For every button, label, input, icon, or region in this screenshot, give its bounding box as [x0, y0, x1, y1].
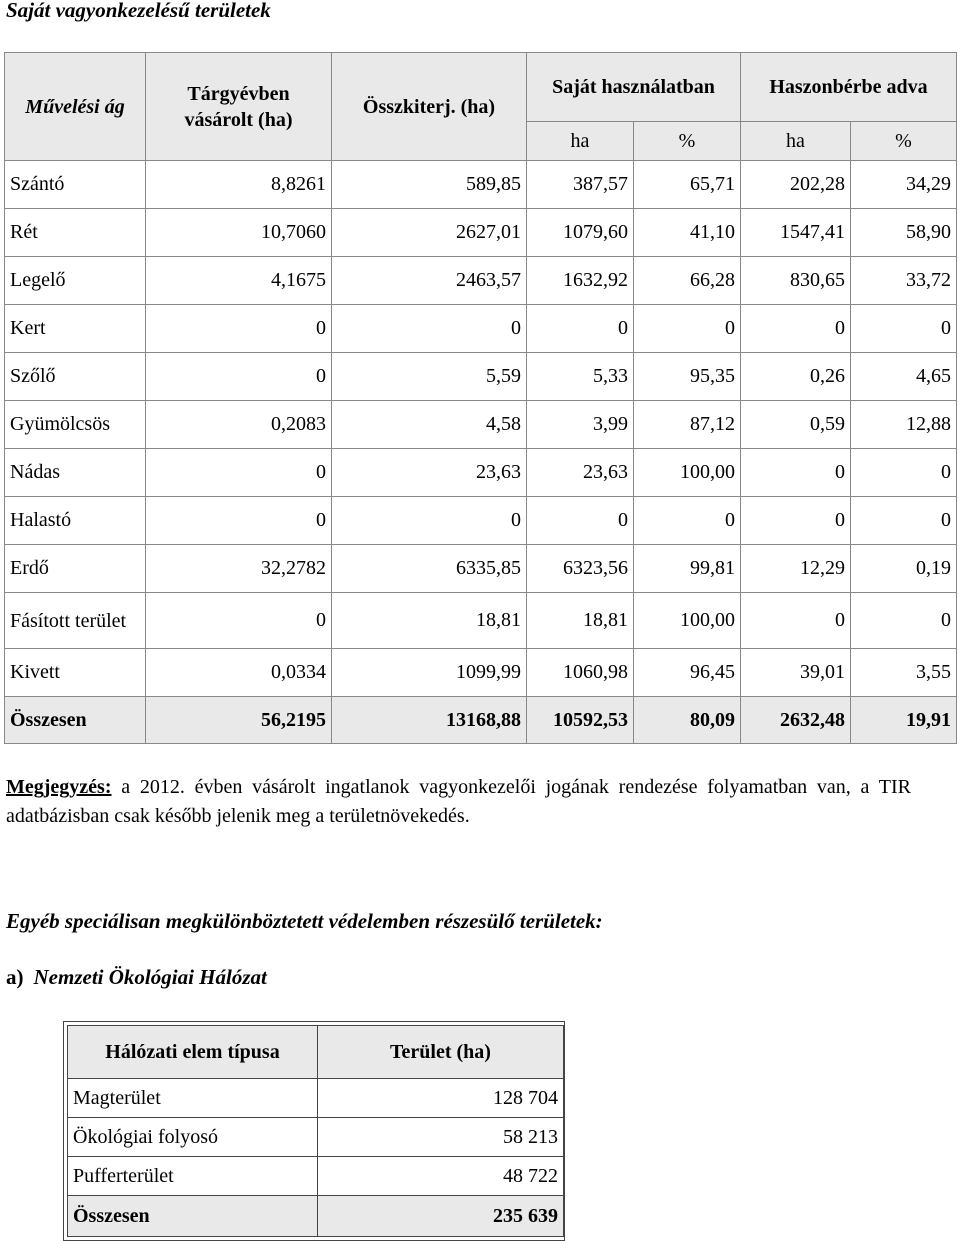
table-row — [68, 1079, 564, 1118]
cell-osszkiterj: 2627,01 — [332, 209, 527, 257]
cell-sajat-ha: 6323,56 — [527, 545, 634, 593]
row-name: Legelő — [5, 257, 146, 305]
land-use-table — [4, 52, 957, 744]
total-label: Összesen — [68, 1196, 318, 1237]
subsection-title: Nemzeti Ökológiai Hálózat — [33, 965, 267, 989]
row-name: Kivett — [5, 649, 146, 697]
row-name: Gyümölcsös — [5, 401, 146, 449]
cell-sajat-pct: 0 — [634, 497, 741, 545]
cell-osszkiterj: 1099,99 — [332, 649, 527, 697]
cell-berbe-pct: 33,72 — [851, 257, 957, 305]
header-unit-ha: ha — [741, 122, 851, 161]
cell-vasarolt: 56,2195 — [146, 697, 332, 744]
cell-sajat-ha: 3,99 — [527, 401, 634, 449]
cell-berbe-pct: 3,55 — [851, 649, 957, 697]
note-paragraph — [6, 773, 911, 831]
total-label: Összesen — [5, 697, 146, 744]
cell-osszkiterj: 6335,85 — [332, 545, 527, 593]
cell-sajat-ha: 0 — [527, 497, 634, 545]
cell-osszkiterj: 23,63 — [332, 449, 527, 497]
cell-berbe-ha: 202,28 — [741, 161, 851, 209]
cell-sajat-pct: 100,00 — [634, 593, 741, 649]
header-osszkiterj: Összkiterj. (ha) — [332, 53, 527, 161]
cell-sajat-pct: 100,00 — [634, 449, 741, 497]
row-name: Kert — [5, 305, 146, 353]
note-label: Megjegyzés: — [6, 776, 112, 798]
cell-sajat-ha: 23,63 — [527, 449, 634, 497]
cell-vasarolt: 0 — [146, 593, 332, 649]
network-table — [67, 1025, 564, 1237]
cell-berbe-pct: 34,29 — [851, 161, 957, 209]
page-title: Saját vagyonkezelésű területek — [6, 0, 271, 22]
row-name: Halastó — [5, 497, 146, 545]
cell-sajat-ha: 10592,53 — [527, 697, 634, 744]
table-row — [5, 497, 957, 545]
row-value: 128 704 — [318, 1079, 564, 1118]
subsection-letter: a) — [6, 965, 24, 989]
header-muvelesi-ag: Művelési ág — [5, 53, 146, 161]
cell-berbe-ha: 1547,41 — [741, 209, 851, 257]
cell-berbe-ha: 12,29 — [741, 545, 851, 593]
cell-sajat-ha: 387,57 — [527, 161, 634, 209]
cell-berbe-pct: 58,90 — [851, 209, 957, 257]
table-row — [68, 1118, 564, 1157]
cell-vasarolt: 32,2782 — [146, 545, 332, 593]
table-row — [5, 545, 957, 593]
cell-osszkiterj: 2463,57 — [332, 257, 527, 305]
cell-sajat-pct: 65,71 — [634, 161, 741, 209]
cell-sajat-ha: 5,33 — [527, 353, 634, 401]
table-row — [5, 209, 957, 257]
cell-vasarolt: 0 — [146, 353, 332, 401]
total-value: 235 639 — [318, 1196, 564, 1237]
cell-berbe-ha: 0,59 — [741, 401, 851, 449]
cell-osszkiterj: 0 — [332, 497, 527, 545]
table-row — [5, 401, 957, 449]
cell-sajat-pct: 0 — [634, 305, 741, 353]
cell-osszkiterj: 589,85 — [332, 161, 527, 209]
cell-sajat-pct: 41,10 — [634, 209, 741, 257]
cell-vasarolt: 0,0334 — [146, 649, 332, 697]
row-name: Erdő — [5, 545, 146, 593]
header-unit-pct: % — [634, 122, 741, 161]
cell-osszkiterj: 18,81 — [332, 593, 527, 649]
row-name: Magterület — [68, 1079, 318, 1118]
cell-berbe-ha: 0 — [741, 305, 851, 353]
cell-sajat-ha: 18,81 — [527, 593, 634, 649]
cell-berbe-ha: 0 — [741, 449, 851, 497]
cell-sajat-pct: 66,28 — [634, 257, 741, 305]
header-sajat-hasznalatban: Saját használatban — [527, 53, 741, 122]
cell-sajat-pct: 95,35 — [634, 353, 741, 401]
cell-berbe-pct: 0 — [851, 497, 957, 545]
cell-berbe-ha: 0 — [741, 497, 851, 545]
note-text: a 2012. évben vásárolt ingatlanok vagyonkezelői jogának rendezése folyamatban van, a TIR adatbázisban csak később jelenik meg a területnövekedés. — [6, 776, 911, 827]
cell-berbe-pct: 4,65 — [851, 353, 957, 401]
total-row — [68, 1196, 564, 1237]
cell-berbe-ha: 0,26 — [741, 353, 851, 401]
subsection-heading — [6, 965, 267, 990]
header-targyevben-vasarolt: Tárgyévben vásárolt (ha) — [146, 53, 332, 161]
row-name: Nádas — [5, 449, 146, 497]
cell-vasarolt: 4,1675 — [146, 257, 332, 305]
cell-vasarolt: 8,8261 — [146, 161, 332, 209]
table-row — [5, 161, 957, 209]
cell-sajat-pct: 87,12 — [634, 401, 741, 449]
cell-vasarolt: 0 — [146, 497, 332, 545]
row-name: Ökológiai folyosó — [68, 1118, 318, 1157]
cell-berbe-pct: 0 — [851, 593, 957, 649]
table-row — [5, 353, 957, 401]
row-value: 48 722 — [318, 1157, 564, 1196]
header-unit-pct: % — [851, 122, 957, 161]
table-row — [5, 305, 957, 353]
table-row — [5, 257, 957, 305]
row-name: Szőlő — [5, 353, 146, 401]
cell-vasarolt: 0 — [146, 449, 332, 497]
cell-sajat-ha: 0 — [527, 305, 634, 353]
cell-berbe-ha: 830,65 — [741, 257, 851, 305]
cell-osszkiterj: 5,59 — [332, 353, 527, 401]
total-row — [5, 697, 957, 744]
cell-sajat-ha: 1632,92 — [527, 257, 634, 305]
row-value: 58 213 — [318, 1118, 564, 1157]
cell-sajat-pct: 80,09 — [634, 697, 741, 744]
cell-sajat-pct: 96,45 — [634, 649, 741, 697]
row-name: Pufferterület — [68, 1157, 318, 1196]
row-name: Rét — [5, 209, 146, 257]
table-row — [5, 649, 957, 697]
cell-berbe-ha: 2632,48 — [741, 697, 851, 744]
cell-vasarolt: 10,7060 — [146, 209, 332, 257]
cell-osszkiterj: 13168,88 — [332, 697, 527, 744]
cell-osszkiterj: 4,58 — [332, 401, 527, 449]
table-row — [5, 449, 957, 497]
cell-sajat-pct: 99,81 — [634, 545, 741, 593]
header-terulet: Terület (ha) — [318, 1026, 564, 1079]
cell-berbe-ha: 0 — [741, 593, 851, 649]
table-row — [68, 1157, 564, 1196]
cell-berbe-ha: 39,01 — [741, 649, 851, 697]
header-haszonberbe-adva: Haszonbérbe adva — [741, 53, 957, 122]
header-elem-tipusa: Hálózati elem típusa — [68, 1026, 318, 1079]
cell-berbe-pct: 0,19 — [851, 545, 957, 593]
table-row — [5, 593, 957, 649]
cell-berbe-pct: 12,88 — [851, 401, 957, 449]
cell-vasarolt: 0 — [146, 305, 332, 353]
cell-berbe-pct: 19,91 — [851, 697, 957, 744]
cell-sajat-ha: 1060,98 — [527, 649, 634, 697]
cell-vasarolt: 0,2083 — [146, 401, 332, 449]
cell-berbe-pct: 0 — [851, 449, 957, 497]
cell-osszkiterj: 0 — [332, 305, 527, 353]
row-name: Fásított terület — [5, 593, 146, 649]
cell-sajat-ha: 1079,60 — [527, 209, 634, 257]
header-unit-ha: ha — [527, 122, 634, 161]
row-name: Szántó — [5, 161, 146, 209]
cell-berbe-pct: 0 — [851, 305, 957, 353]
section-heading: Egyéb speciálisan megkülönböztetett védelemben részesülő területek: — [6, 909, 603, 933]
